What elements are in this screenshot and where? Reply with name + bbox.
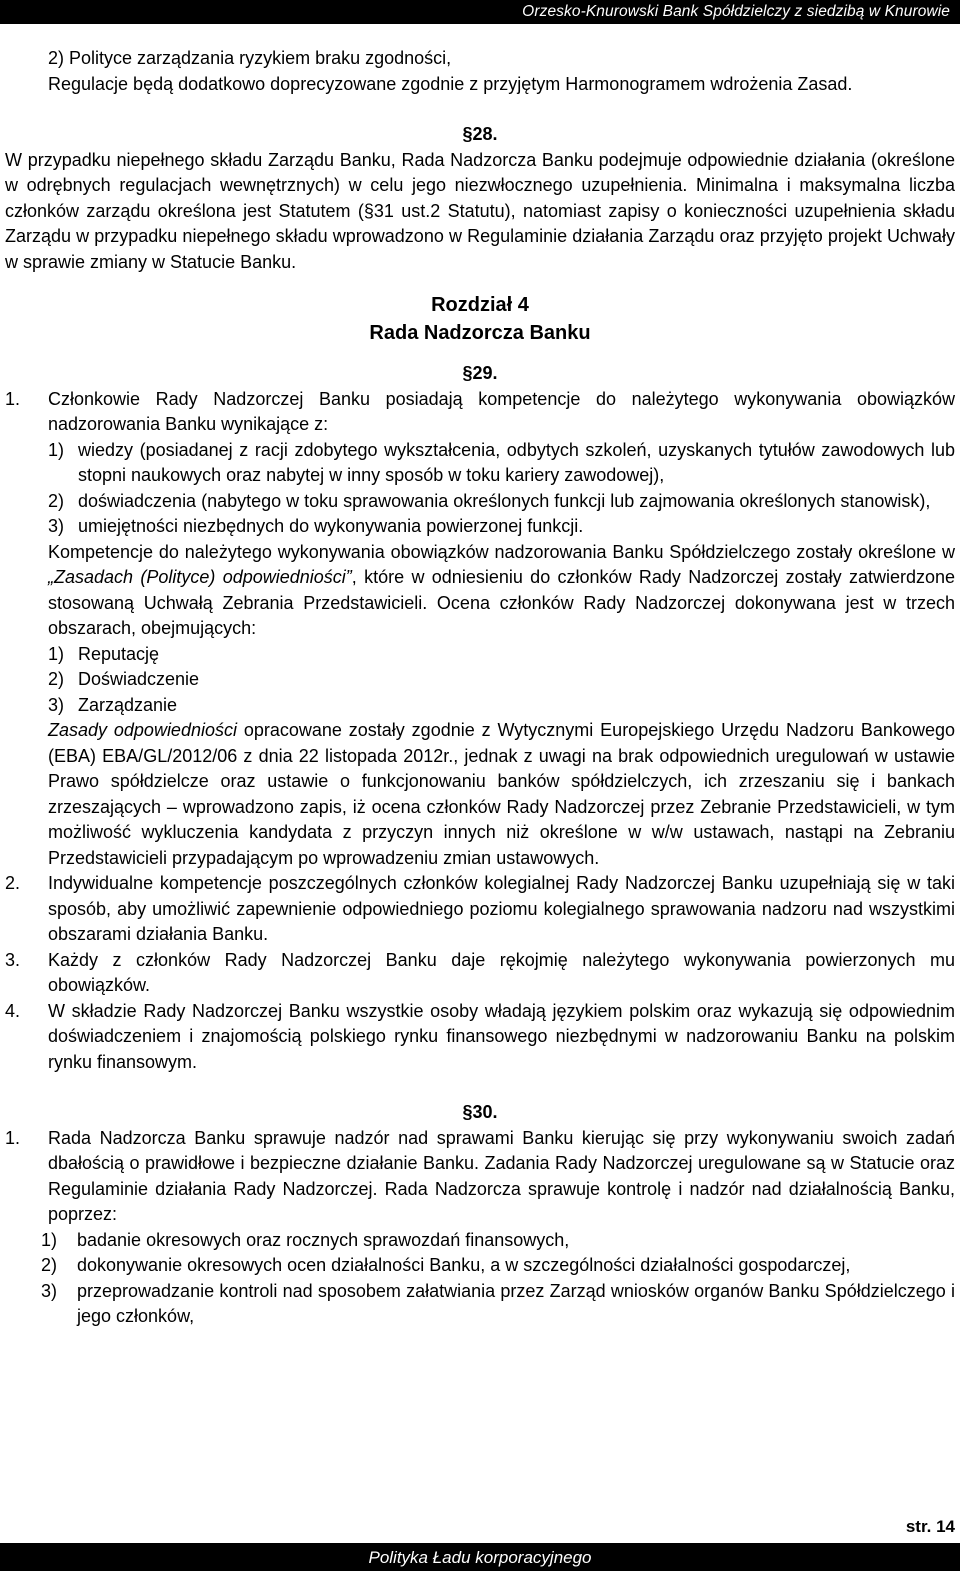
list-text: doświadczenia (nabytego w toku sprawowania określonych funkcji lub zajmowania określonych stanowisk), [78,490,931,511]
list-text: Zarządzanie [78,694,178,715]
point-text: Rada Nadzorcza Banku sprawuje nadzór nad sprawami Banku kierując się przy wykonywaniu swoich zadań dbałością o prawidłowe i bezpieczne działanie Banku. Zadania Rady Nadzorczej uregulowane są w Statucie oraz Regulaminie działania Rady Nadzorczej. Rada Nadzorcza sprawuje kontrolę i nadzór nad działalnością Banku, poprzez: [48,1127,955,1224]
zasady-italic: Zasady odpowiedniości [48,720,237,740]
s30-list-item [5,1279,955,1330]
list-number: 3) [48,694,65,715]
footer-title: Polityka Ładu korporacyjnego [368,1548,592,1567]
list-text: przeprowadzanie kontroli nad sposobem załatwiania przez Zarząd wniosków organów Banku Spółdzielczego i jego członków, [77,1280,955,1326]
section-29-heading: §29. [462,363,498,383]
section-28-text: W przypadku niepełnego składu Zarządu Banku, Rada Nadzorcza Banku podejmuje odpowiednie działania (określone w odrębnych regulacjach wewnętrznych) w celu jego niezwłocznego uzupełnienia. Minimalna i maksymalna liczba członków zarządu określona jest Statutem (§31 ust.2 Statutu), natomiast zapisy o konieczności uzupełnienia składu Zarządu w przypadku niepełnego składu wprowadzono w Regulaminie działania Zarządu oraz przyjęto projekt Uchwały w sprawie zmiany w Statucie Banku. [5,149,955,272]
list-number: 2) [48,490,65,511]
list-text: badanie okresowych oraz rocznych sprawozdań finansowych, [77,1229,570,1250]
chapter-title: Rada Nadzorcza Banku [369,322,591,344]
s29-list2-item [5,667,955,693]
s29-point-1 [5,387,955,438]
competence-text-a: Kompetencje do należytego wykonywania obowiązków nadzorowania Banku Spółdzielczego zostały określone w [48,541,955,562]
s29-point [5,948,955,999]
list-text: Doświadczenie [78,669,200,689]
list-number: 2) [48,669,65,689]
s29-list1-item [5,489,955,515]
page-footer [0,1543,960,1571]
competence-text-b: , które w odniesieniu do członków Rady Nadzorczej zostały zatwierdzone stosowaną Uchwałą Zebrania Przedstawicieli. Ocena członków Rady Nadzorczej dokonywana jest w trzech obszarach, obejmujących: [48,567,955,638]
list-number: 1) [48,643,65,664]
point-number: 1. [5,1127,21,1148]
s29-list1-item [5,514,955,540]
list-text: wiedzy (posiadanej z racji zdobytego wykształcenia, odbytych szkoleń, uzyskanych tytułów zawodowych lub stopni naukowych oraz nabytej w inny sposób w toku kariery zawodowej), [78,439,955,485]
section-30-heading: §30. [462,1102,498,1122]
point-number: 3. [5,949,21,970]
point-text: Członkowie Rady Nadzorczej Banku posiadają kompetencje do należytego wykonywania obowiązków nadzorowania Banku wynikające z: [48,388,955,434]
s30-list-item [5,1228,955,1254]
point-number: 2. [5,873,21,893]
s30-list-item [5,1253,955,1279]
intro-line-1: 2) Polityce zarządzania ryzykiem braku zgodności, [48,48,452,68]
list-number: 3) [41,1280,58,1301]
list-text: dokonywanie okresowych ocen działalności Banku, a w szczególności działalności gospodarczej, [77,1255,851,1275]
list-text: Reputację [78,643,160,664]
point-number: 1. [5,388,21,409]
list-number: 1) [41,1229,58,1250]
s29-list2-item [5,693,955,719]
zasady-text: opracowane zostały zgodnie z Wytycznymi Europejskiego Urzędu Nadzoru Bankowego (EBA) EBA/GL/2012/06 z dnia 22 listopada 2012r., jednak z uwagi na brak odpowiednich uregulowań w ustawie Prawo spółdzielcze oraz ustawie o funkcjonowaniu banków spółdzielczych, ich zrzeszaniu się i bankach zrzeszających – wprowadzono zapis, iż ocena członków Rady Nadzorczej przez Zebranie Przedstawicieli, w tym możliwość wykluczenia kandydata z przyczyn innych niż określone w w/w ustawach, nastąpi na Zebraniu Przedstawicieli przypadającym po wprowadzeniu zmian ustawowych. [48,720,955,868]
zasady-paragraph [5,718,955,871]
section-28-heading: §28. [462,124,498,144]
list-number: 2) [41,1255,58,1275]
point-text: Każdy z członków Rady Nadzorczej Banku daje rękojmię należytego wykonywania powierzonych mu obowiązków. [48,949,955,995]
list-text: umiejętności niezbędnych do wykonywania powierzonej funkcji. [78,516,584,536]
competence-paragraph [5,540,955,642]
point-text: Indywidualne kompetencje poszczególnych członków kolegialnej Rady Nadzorczej Banku uzupełniają się w taki sposób, aby umożliwić zapewnienie odpowiedniego poziomu kolegialnego sprawowania nadzoru nad wszystkimi obszarami działania Banku. [48,873,955,944]
list-number: 3) [48,516,65,536]
point-number: 4. [5,1000,21,1021]
document-body [5,46,955,1330]
competence-italic: „Zasadach (Polityce) odpowiedniości” [48,567,352,587]
s30-point-1 [5,1126,955,1228]
point-text: W składzie Rady Nadzorczej Banku wszystkie osoby władają językiem polskim oraz wykazują się odpowiednim doświadczeniem i znajomością polskiego rynku finansowego niezbędnymi w nadzorowaniu Banku na polskim rynku finansowym. [48,1000,955,1072]
s29-point [5,871,955,948]
header-title: Orzesko-Knurowski Bank Spółdzielczy z siedzibą w Knurowie [522,3,950,20]
s29-point [5,999,955,1076]
page-number: str. 14 [905,1517,955,1536]
s29-list2-item [5,642,955,668]
chapter-number: Rozdział 4 [431,294,529,316]
list-number: 1) [48,439,65,460]
intro-line-2: Regulacje będą dodatkowo doprecyzowane zgodnie z przyjętym Harmonogramem wdrożenia Zasad. [48,73,853,94]
s29-list1-item [5,438,955,489]
page-header [0,0,960,24]
